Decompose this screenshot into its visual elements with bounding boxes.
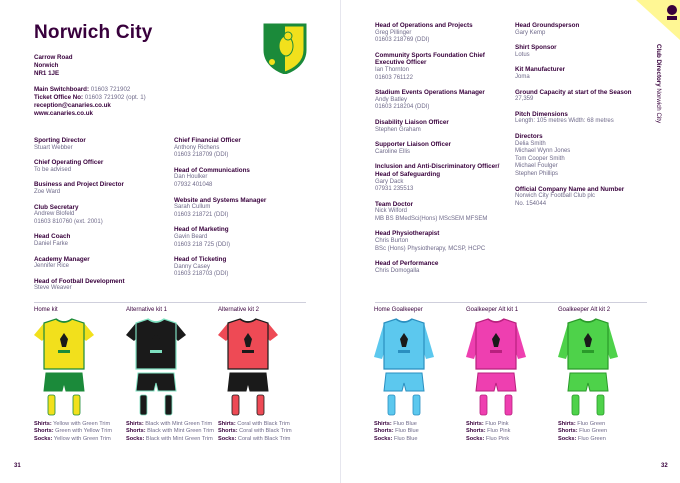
entry-value: 01603 218703 (DDI) bbox=[174, 271, 229, 278]
entry-value: 07932 401048 bbox=[174, 181, 213, 188]
kit-title: Alternative kit 2 bbox=[218, 307, 260, 313]
kit-panel bbox=[34, 307, 126, 443]
entry-value: Norwich City Football Club plc bbox=[515, 193, 596, 200]
entry-value: Anthony Richens bbox=[174, 144, 220, 151]
entry-role: Head of Football Development bbox=[34, 277, 125, 285]
directory-entry bbox=[34, 159, 166, 174]
directory-entry bbox=[515, 133, 650, 179]
kit-title: Alternative kit 1 bbox=[126, 307, 168, 313]
entry-value: Gavin Beard bbox=[174, 233, 208, 240]
entry-value: Chris Burton bbox=[375, 238, 409, 245]
entry-role: Community Sports Foundation Chief Executive Officer bbox=[375, 51, 485, 67]
directory-entry bbox=[375, 163, 510, 193]
entry-role: Academy Manager bbox=[34, 255, 90, 263]
directory-entry bbox=[174, 256, 306, 279]
kit-description: Shirts: Black with Mint Green Trim Shorts: Black with Mint Green Trim Socks: Black with Mint Green Trim bbox=[126, 421, 214, 442]
kit-panel bbox=[466, 307, 558, 443]
entry-value: Lotus bbox=[515, 51, 530, 58]
kit-title: Home kit bbox=[34, 307, 58, 313]
page-number-right: 32 bbox=[661, 463, 668, 469]
directory-entry bbox=[375, 52, 510, 82]
entry-value: Nick Wilford bbox=[375, 208, 408, 215]
entry-role: Head of Performance bbox=[375, 260, 439, 268]
entry-role: Sporting Director bbox=[34, 137, 86, 144]
directory-entry bbox=[34, 137, 166, 152]
side-club-name: Norwich City bbox=[655, 88, 662, 124]
directory-entry bbox=[34, 256, 166, 271]
directory-entry bbox=[375, 201, 510, 224]
entry-role: Kit Manufacturer bbox=[515, 66, 566, 74]
entry-value: Gary Kemp bbox=[515, 29, 546, 36]
club-contacts bbox=[34, 86, 146, 118]
reception-email[interactable]: reception@canaries.co.uk bbox=[34, 102, 111, 109]
entry-role: Head of Ticketing bbox=[174, 256, 227, 264]
entry-value: Daniel Farke bbox=[34, 240, 69, 247]
entry-value: Dan Houlker bbox=[174, 174, 208, 181]
entry-value: Andrew Blofeld bbox=[34, 211, 75, 218]
page-number-left: 31 bbox=[14, 463, 21, 469]
ticket-office-label: Ticket Office No: bbox=[34, 94, 84, 101]
directory-entry bbox=[515, 66, 650, 81]
entry-value: 01603 218204 (DDI) bbox=[375, 104, 430, 111]
entry-role: Pitch Dimensions bbox=[515, 110, 568, 118]
entry-role: Head of Marketing bbox=[174, 226, 229, 234]
entry-value: Michael Wynn Jones bbox=[515, 148, 571, 155]
entry-value: To be advised bbox=[34, 166, 72, 173]
entry-value: Andy Batley bbox=[375, 96, 408, 103]
staff-list-column-1 bbox=[34, 137, 166, 300]
kit-illustration-icon bbox=[126, 317, 186, 419]
kit-title: Goalkeeper Alt kit 1 bbox=[466, 307, 519, 313]
entry-role: Club Secretary bbox=[34, 203, 79, 211]
page-title: Norwich City bbox=[34, 22, 153, 43]
kit-illustration-icon bbox=[558, 317, 618, 419]
staff-list-column-2 bbox=[174, 137, 306, 286]
directory-entry bbox=[34, 204, 166, 227]
directory-entry bbox=[375, 141, 510, 156]
entry-value: Stephen Graham bbox=[375, 126, 421, 133]
entry-value: 01603 761122 bbox=[375, 74, 413, 81]
entry-value: Jennifer Rice bbox=[34, 263, 70, 270]
entry-role: Official Company Name and Number bbox=[515, 185, 625, 193]
entry-role: Stadium Events Operations Manager bbox=[375, 89, 485, 97]
club-crest-icon bbox=[262, 22, 308, 74]
kit-description: Shirts: Fluo Pink Shorts: Fluo Pink Socks: Fluo Pink bbox=[466, 421, 511, 442]
directory-entry bbox=[375, 89, 510, 112]
entry-value: Steve Weaver bbox=[34, 285, 72, 292]
kit-illustration-icon bbox=[374, 317, 434, 419]
kit-illustration-icon bbox=[466, 317, 526, 419]
premier-league-corner-icon bbox=[616, 0, 680, 40]
entry-value: MB BS BMedSci(Hons) MScSEM MFSEM bbox=[375, 215, 488, 222]
directory-entry bbox=[174, 137, 306, 160]
entry-role: Ground Capacity at start of the Season bbox=[515, 88, 632, 96]
entry-value: Caroline Ellis bbox=[375, 148, 411, 155]
kit-description: Shirts: Fluo Blue Shorts: Fluo Blue Socks: Fluo Blue bbox=[374, 421, 419, 442]
entry-role: Head of Operations and Projects bbox=[375, 22, 473, 29]
entry-role: Inclusion and Anti-Discriminatory Officer/ Head of Safeguarding bbox=[375, 163, 500, 178]
kit-panel bbox=[126, 307, 218, 443]
side-running-title bbox=[655, 44, 662, 123]
entry-role: Directors bbox=[515, 132, 543, 140]
entry-role: Disability Liaison Officer bbox=[375, 118, 449, 126]
entry-value: Gary Dack bbox=[375, 178, 404, 185]
entry-value: BSc (Hons) Physiotherapy, MCSP, HCPC bbox=[375, 245, 486, 252]
entry-value: 01603 218769 (DDI) bbox=[375, 37, 430, 44]
directory-entry bbox=[515, 111, 650, 126]
entry-role: Head Physiotherapist bbox=[375, 230, 440, 238]
directory-entry bbox=[375, 230, 510, 253]
entry-value: Delia Smith bbox=[515, 140, 546, 147]
entry-value: 07931 235513 bbox=[375, 186, 414, 193]
kit-title: Goalkeeper Alt kit 2 bbox=[558, 307, 611, 313]
address-line: NR1 1JE bbox=[34, 70, 60, 77]
entry-value: Chris Domogalla bbox=[375, 267, 420, 274]
kit-panel bbox=[218, 307, 310, 443]
entry-value: Greg Pillinger bbox=[375, 29, 412, 36]
directory-entry bbox=[375, 119, 510, 134]
entry-value: Zoe Ward bbox=[34, 188, 61, 195]
entry-value: 01603 218721 (DDI) bbox=[174, 211, 229, 218]
entry-role: Head Groundsperson bbox=[515, 22, 580, 29]
directory-entry bbox=[174, 197, 306, 220]
address-line: Norwich bbox=[34, 62, 59, 69]
club-address bbox=[34, 54, 73, 78]
directory-entry bbox=[34, 278, 166, 293]
directory-entry bbox=[375, 260, 510, 275]
entry-role: Head Coach bbox=[34, 233, 71, 241]
entry-value: 01603 810760 (ext. 2001) bbox=[34, 218, 103, 225]
kit-description: Shirts: Coral with Black Trim Shorts: Coral with Black Trim Socks: Coral with Black Trim bbox=[218, 421, 292, 442]
directory-entry bbox=[375, 22, 510, 45]
kit-illustration-icon bbox=[218, 317, 278, 419]
directory-entry bbox=[515, 89, 650, 104]
entry-role: Chief Operating Officer bbox=[34, 159, 104, 167]
entry-role: Head of Communications bbox=[174, 166, 250, 174]
entry-role: Supporter Liaison Officer bbox=[375, 141, 451, 149]
switchboard-label: Main Switchboard: bbox=[34, 86, 90, 93]
club-directory-label: Club Directory bbox=[655, 44, 662, 87]
entry-value: No. 154044 bbox=[515, 200, 547, 207]
directory-entry bbox=[34, 181, 166, 196]
ticket-office-number: 01603 721902 (opt. 1) bbox=[84, 94, 146, 101]
directory-entry bbox=[515, 44, 650, 59]
entry-role: Chief Financial Officer bbox=[174, 137, 241, 144]
directory-entry bbox=[174, 167, 306, 190]
staff-list-column-4 bbox=[515, 22, 650, 215]
switchboard-number: 01603 721902 bbox=[90, 86, 131, 93]
entry-value: Stephen Phillips bbox=[515, 170, 559, 177]
kit-description: Shirts: Fluo Green Shorts: Fluo Green Socks: Fluo Green bbox=[558, 421, 608, 442]
staff-list-column-3 bbox=[375, 22, 510, 282]
kit-panel bbox=[374, 307, 466, 443]
address-line: Carrow Road bbox=[34, 54, 73, 61]
entry-role: Team Doctor bbox=[375, 200, 414, 208]
directory-entry bbox=[174, 226, 306, 249]
kit-illustration-icon bbox=[34, 317, 94, 419]
entry-role: Shirt Sponsor bbox=[515, 44, 557, 52]
entry-value: Michael Foulger bbox=[515, 163, 558, 170]
kit-divider bbox=[375, 302, 647, 303]
entry-value: Tom Cooper Smith bbox=[515, 155, 565, 162]
kit-title: Home Goalkeeper bbox=[374, 307, 423, 313]
entry-value: 27,359 bbox=[515, 96, 534, 103]
website-link[interactable]: www.canaries.co.uk bbox=[34, 110, 93, 117]
entry-value: 01603 218709 (DDI) bbox=[174, 152, 229, 159]
kit-divider bbox=[34, 302, 306, 303]
entry-value: Joma bbox=[515, 73, 530, 80]
entry-value: Danny Casey bbox=[174, 263, 211, 270]
entry-value: 01603 218 725 (DDI) bbox=[174, 241, 231, 248]
entry-value: Stuart Webber bbox=[34, 144, 73, 151]
entry-value: Length: 105 metres Width: 68 metres bbox=[515, 118, 614, 125]
entry-value: Sarah Cullum bbox=[174, 204, 211, 211]
directory-entry bbox=[34, 233, 166, 248]
entry-role: Website and Systems Manager bbox=[174, 196, 267, 204]
entry-role: Business and Project Director bbox=[34, 181, 124, 189]
kit-panel bbox=[558, 307, 650, 443]
directory-entry bbox=[515, 186, 650, 209]
entry-value: Ian Thornton bbox=[375, 66, 409, 73]
kit-description: Shirts: Yellow with Green Trim Shorts: Green with Yellow Trim Socks: Yellow with Green Trim bbox=[34, 421, 113, 442]
